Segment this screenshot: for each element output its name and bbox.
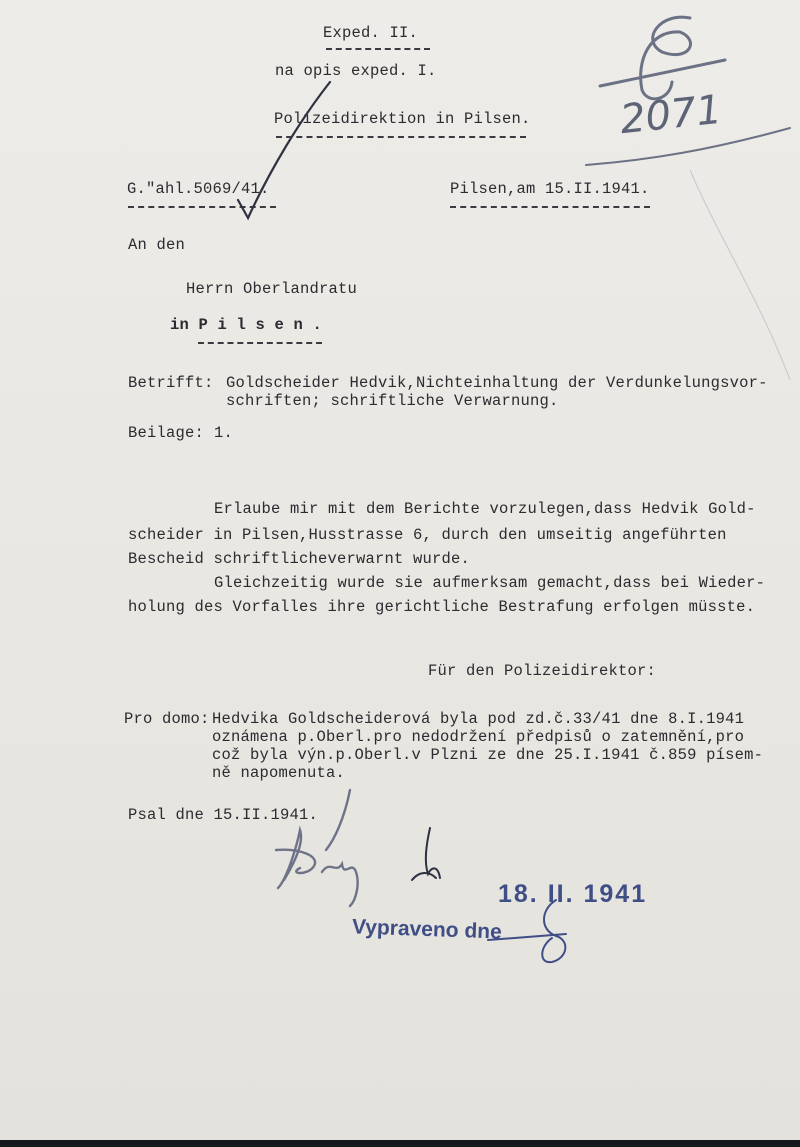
enclosure-value: 1.: [214, 424, 234, 442]
scan-bottom-edge: [0, 1140, 800, 1147]
subject-line-1: Goldscheider Hedvik,Nichteinhaltung der Verdunkelungsvor-: [226, 374, 768, 392]
body-line-5: holung des Vorfalles ihre gerichtliche Bestrafung erfolgen müsste.: [128, 598, 756, 616]
subject-line-2: schriften; schriftliche Verwarnung.: [226, 392, 559, 410]
dispatch-stamp-date: 18. II. 1941: [498, 880, 648, 908]
pro-domo-line-3: což byla výn.p.Oberl.v Plzni ze dne 25.I.1941 č.859 písem-: [212, 746, 764, 764]
pro-domo-line-1: Hedvika Goldscheiderová byla pod zd.č.33/41 dne 8.I.1941: [212, 710, 745, 728]
pro-domo-line-4: ně napomenuta.: [212, 764, 346, 782]
pencil-file-number: 2071: [617, 86, 724, 144]
body-line-1: Erlaube mir mit dem Berichte vorzulegen,dass Hedvik Gold-: [214, 500, 756, 518]
expedition-underline: [326, 48, 430, 50]
body-line-3: Bescheid schriftlicheverwarnt wurde.: [128, 550, 471, 568]
body-line-2: scheider in Pilsen,Husstrasse 6, durch den umseitig angeführten: [128, 526, 727, 544]
body-line-4: Gleichzeitig wurde sie aufmerksam gemacht,dass bei Wieder-: [214, 574, 766, 592]
reference-number-underline: [128, 206, 276, 208]
closing-signatory: Für den Polizeidirektor:: [428, 662, 657, 680]
recipient-underline: [198, 342, 322, 344]
faint-pencil-line: [690, 170, 790, 380]
ink-initials-icon: [412, 828, 440, 880]
pro-domo-label: Pro domo:: [124, 710, 210, 728]
expedition-heading: Exped. II.: [323, 24, 419, 42]
recipient-line-2: Herrn Oberlandratu: [186, 280, 358, 298]
typed-by-date: Psal dne 15.II.1941.: [128, 806, 319, 824]
authority-underline: [276, 136, 526, 138]
authority-heading: Polizeidirektion in Pilsen.: [274, 110, 531, 128]
enclosure-label: Beilage:: [128, 424, 205, 442]
recipient-line-1: An den: [128, 236, 186, 254]
place-date: Pilsen,am 15.II.1941.: [450, 180, 650, 198]
copy-note: na opis exped. I.: [275, 62, 437, 80]
place-date-underline: [450, 206, 650, 208]
dispatch-stamp-label: Vypraveno dne: [351, 915, 503, 944]
recipient-line-3: in P i l s e n .: [170, 316, 323, 334]
subject-label: Betrifft:: [128, 374, 214, 392]
pro-domo-line-2: oznámena p.Oberl.pro nedodržení předpisů o zatemnění,pro: [212, 728, 745, 746]
reference-number: G."ahl.5069/41.: [127, 180, 270, 198]
